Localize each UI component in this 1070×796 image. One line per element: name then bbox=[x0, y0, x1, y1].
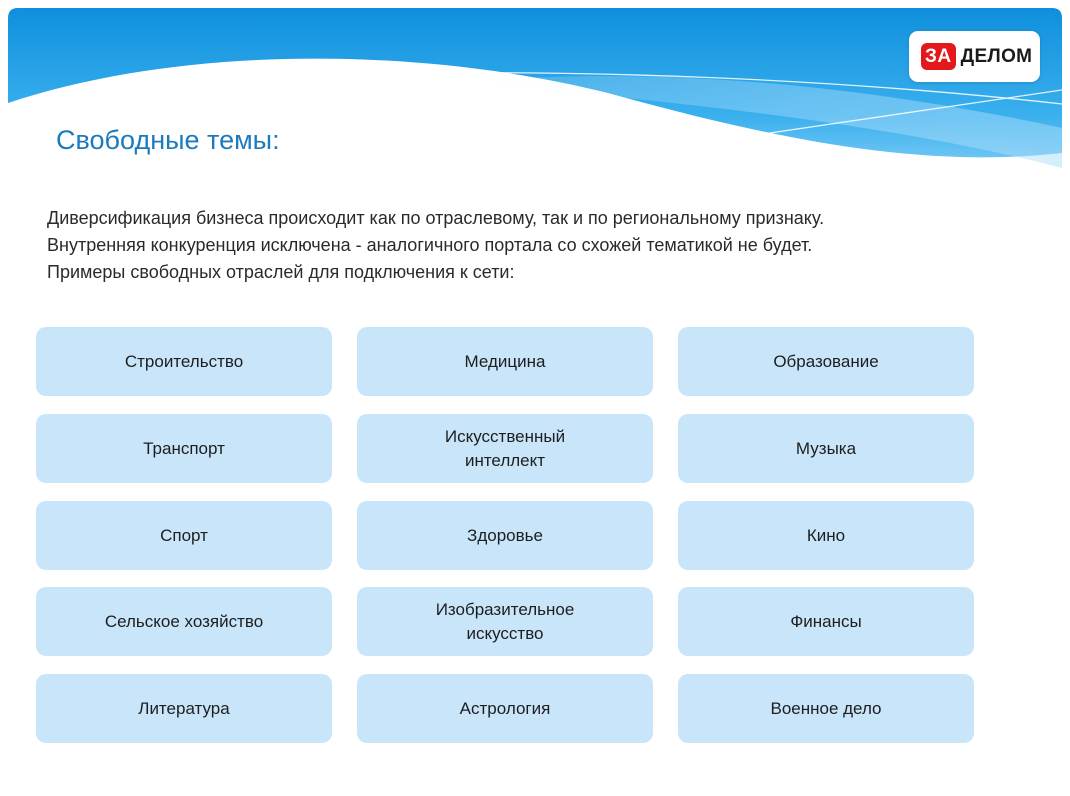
topic-tile bbox=[678, 327, 974, 396]
topic-tile bbox=[357, 501, 653, 570]
topic-label: Кино bbox=[806, 525, 846, 545]
header-wave-background bbox=[8, 8, 1062, 188]
topic-tile bbox=[36, 587, 332, 656]
topic-tile bbox=[357, 587, 653, 656]
topic-label: Музыка bbox=[795, 438, 857, 458]
topic-tile bbox=[678, 414, 974, 483]
topic-label: Спорт bbox=[160, 525, 208, 545]
topic-label: Сельское хозяйство bbox=[104, 611, 264, 631]
logo-za-badge: ЗА bbox=[921, 43, 956, 70]
topic-label: Медицина bbox=[464, 351, 546, 371]
topic-label: Литература bbox=[138, 698, 230, 718]
topic-tile bbox=[36, 674, 332, 743]
topic-tile bbox=[36, 327, 332, 396]
topic-label: Строительство bbox=[124, 351, 244, 371]
topic-tile bbox=[357, 674, 653, 743]
topic-label: Транспорт bbox=[143, 438, 225, 458]
company-logo bbox=[909, 31, 1040, 82]
topic-label: Финансы bbox=[790, 611, 862, 631]
topic-label: Военное дело bbox=[770, 698, 882, 718]
topic-label: Искусственный интеллект bbox=[444, 426, 566, 470]
topic-tile bbox=[357, 327, 653, 396]
intro-line: Диверсификация бизнеса происходит как по отраслевому, так и по региональному признаку. bbox=[47, 208, 825, 228]
topic-tile bbox=[36, 414, 332, 483]
page-title: Свободные темы: bbox=[56, 125, 280, 155]
topic-tile bbox=[678, 587, 974, 656]
intro-line: Примеры свободных отраслей для подключения к сети: bbox=[47, 262, 515, 282]
logo-delom-text: ДЕЛОМ bbox=[960, 45, 1033, 67]
topic-label: Здоровье bbox=[467, 525, 543, 545]
topic-label: Образование bbox=[773, 351, 879, 371]
intro-line: Внутренняя конкуренция исключена - аналогичного портала со схожей тематикой не будет. bbox=[47, 235, 813, 255]
topic-tile bbox=[357, 414, 653, 483]
topic-label: Астрология bbox=[459, 698, 551, 718]
topic-tile bbox=[678, 501, 974, 570]
intro-text bbox=[47, 205, 824, 286]
topic-tile bbox=[678, 674, 974, 743]
topic-tile bbox=[36, 501, 332, 570]
topic-label: Изобразительное искусство bbox=[435, 599, 575, 643]
